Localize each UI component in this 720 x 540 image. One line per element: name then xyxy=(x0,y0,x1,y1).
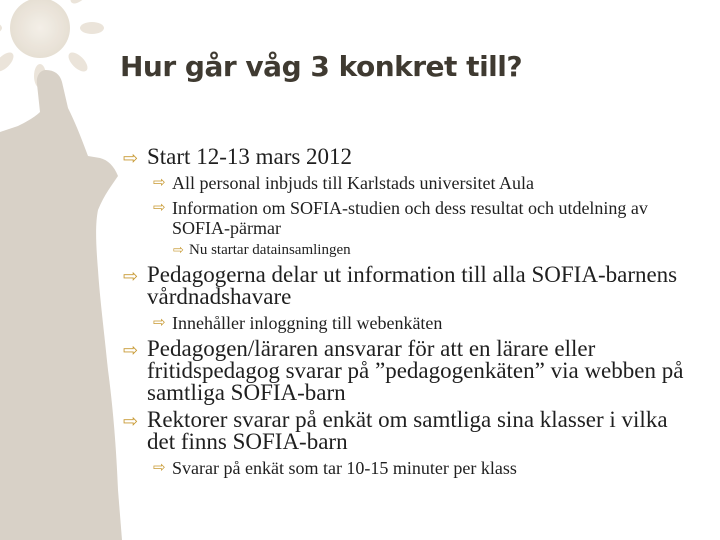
hollow-arrow-icon: ⇨ xyxy=(153,200,166,216)
bullet-text: Rektorer svarar på enkät om samtliga sina klasser i vilka det finns SOFIA-barn xyxy=(147,407,668,454)
bullet-item-level-1 xyxy=(123,409,698,453)
slide-title: Hur går våg 3 konkret till? xyxy=(120,50,523,83)
bullet-item-level-2 xyxy=(123,173,698,193)
bullet-text: Svarar på enkät som tar 10-15 minuter per klass xyxy=(172,458,517,478)
bullet-item-level-1 xyxy=(123,338,698,404)
bullet-item-level-1 xyxy=(123,146,698,168)
bullet-item-level-2 xyxy=(123,458,698,478)
hollow-arrow-icon: ⇨ xyxy=(123,148,139,168)
bullet-list xyxy=(123,146,698,478)
bullet-text: All personal inbjuds till Karlstads universitet Aula xyxy=(172,173,534,193)
hollow-arrow-icon: ⇨ xyxy=(123,266,139,286)
bullet-text: Start 12-13 mars 2012 xyxy=(147,144,353,169)
bullet-text: Innehåller inloggning till webenkäten xyxy=(172,313,443,333)
bullet-text: Pedagogen/läraren ansvarar för att en lärare eller fritidspedagog svarar på ”pedagogenkäten” via webben på samtliga SOFIA-barn xyxy=(147,336,684,405)
hollow-arrow-icon: ⇨ xyxy=(123,340,139,360)
bullet-item-level-2 xyxy=(123,198,698,238)
bullet-text: Information om SOFIA-studien och dess resultat och utdelning av SOFIA-pärmar xyxy=(172,198,648,238)
hollow-arrow-icon: ⇨ xyxy=(153,175,166,191)
bullet-item-level-2 xyxy=(123,313,698,333)
bullet-item-level-1 xyxy=(123,264,698,308)
hollow-arrow-icon: ⇨ xyxy=(173,242,184,257)
hollow-arrow-icon: ⇨ xyxy=(153,315,166,331)
hollow-arrow-icon: ⇨ xyxy=(153,460,166,476)
bullet-text: Pedagogerna delar ut information till alla SOFIA-barnens vårdnadshavare xyxy=(147,262,678,309)
hollow-arrow-icon: ⇨ xyxy=(123,411,139,431)
person-silhouette xyxy=(0,70,122,540)
bullet-text: Nu startar datainsamlingen xyxy=(189,242,351,258)
bullet-item-level-3 xyxy=(123,241,698,259)
